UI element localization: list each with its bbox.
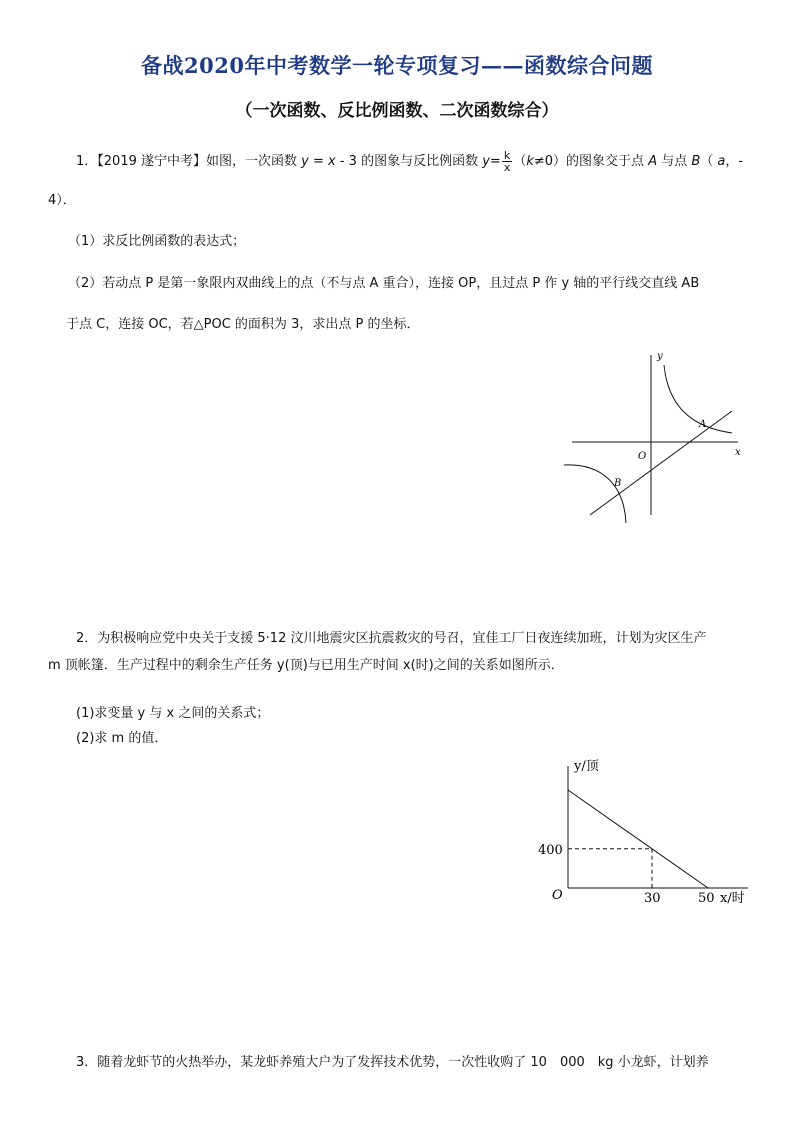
x-axis-label: x/时 xyxy=(720,891,745,906)
origin-label: O xyxy=(638,451,647,462)
q2-part2: (2)求 m 的值． xyxy=(76,731,168,746)
y-tick-400: 400 xyxy=(538,842,563,858)
fraction-numerator: k xyxy=(502,150,513,162)
hyperbola-branch-1 xyxy=(664,365,732,433)
fraction-denominator: x xyxy=(503,161,511,174)
page-title: 备战2020年中考数学一轮专项复习——函数综合问题 xyxy=(141,53,653,78)
x-tick-30: 30 xyxy=(644,891,661,906)
q1-point-a: A xyxy=(648,154,658,169)
q1-source: 【2019 遂宁中考】 xyxy=(97,154,206,169)
series-line xyxy=(568,790,708,888)
q1-cond-k: k xyxy=(526,154,534,169)
q2-line1: 2．为积极响应党中央关于支援 5·12 汶川地震灾区抗震救灾的号召，宜佳工厂日夜连续加班，计划为灾区生产 xyxy=(76,631,707,646)
q1-coords-end: ，- xyxy=(725,154,744,169)
q1-figure xyxy=(560,345,750,525)
q1-cond-open: （ xyxy=(513,154,527,169)
point-b-label: B xyxy=(614,478,622,489)
q3-line1: 3．随着龙虾节的火热举办，某龙虾养殖大户为了发挥技术优势，一次性收购了 10 000 kg 小龙虾，计划养 xyxy=(76,1055,709,1070)
y-label: y xyxy=(657,351,663,362)
line-ab xyxy=(590,411,732,515)
origin-label: O xyxy=(552,888,563,903)
point-a-label: A xyxy=(699,419,707,430)
q1-line2: 4）． xyxy=(48,193,76,208)
q1-intro: 如图，一次函数 xyxy=(206,154,302,169)
page-subtitle: （一次函数、反比例函数、二次函数综合） xyxy=(235,101,559,121)
q1-fn-eq: = xyxy=(489,154,501,169)
x-tick-50: 50 xyxy=(698,891,715,906)
q1-line1 xyxy=(76,150,743,173)
q1-eq-x: x xyxy=(328,154,336,169)
q2-chart xyxy=(530,752,760,912)
q1-fraction xyxy=(502,150,513,173)
q1-part2-line2: 于点 C，连接 OC，若△POC 的面积为 3，求出点 P 的坐标． xyxy=(66,317,420,332)
q1-coords: （ xyxy=(700,154,718,169)
q1-cond-rest: ≠0）的图象交于点 xyxy=(533,154,649,169)
q1-eq-tail: - 3 的图象与反比例函数 xyxy=(335,154,483,169)
q1-a: a xyxy=(717,154,726,169)
q2-line2: m 顶帐篷．生产过程中的剩余生产任务 y(顶)与已用生产时间 x(时)之间的关系如图所示． xyxy=(48,658,564,673)
q1-eq-mid: = xyxy=(308,154,329,169)
q1-eq-y: y xyxy=(301,154,309,169)
q1-part2-line1: （2）若动点 P 是第一象限内双曲线上的点（不与点 A 重合），连接 OP，且过点 P 作 y 轴的平行线交直线 AB xyxy=(68,276,700,291)
y-axis-label: y/顶 xyxy=(574,759,599,774)
q1-number: 1． xyxy=(76,154,98,169)
hyperbola-branch-2 xyxy=(564,465,626,523)
q1-point-b: B xyxy=(691,154,701,169)
q1-fn-y: y xyxy=(482,154,490,169)
q1-part1: （1）求反比例函数的表达式； xyxy=(68,234,246,249)
x-label: x xyxy=(735,447,741,458)
q2-part1: (1)求变量 y 与 x 之间的关系式； xyxy=(76,706,270,721)
q1-and: 与点 xyxy=(657,154,692,169)
